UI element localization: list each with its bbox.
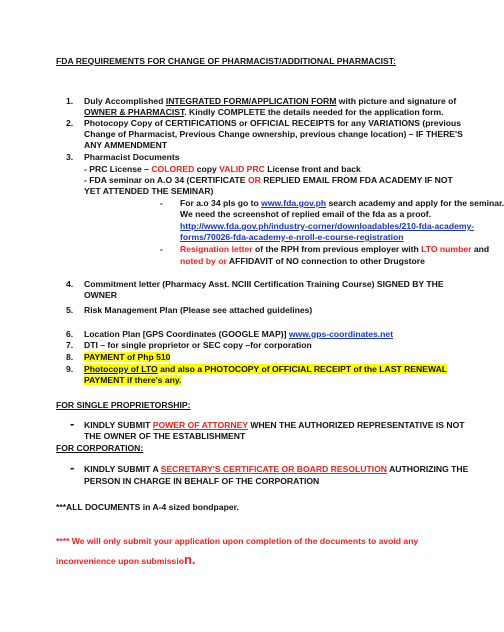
fda-academy-link-line-1[interactable]: http://www.fda.gov.ph/industry-corner/downloadables/210-fda-academy- <box>180 221 475 231</box>
item-5-number: 5. <box>66 305 74 315</box>
fda-academy-link-line-2[interactable]: forms/70026-fda-academy-e-nroll-e-course-registration <box>180 232 404 242</box>
corporation-line-2: PERSON IN CHARGE IN BEHALF OF THE CORPORATION <box>84 476 320 486</box>
item-2-line-1: Photocopy Copy of CERTIFICATIONS or OFFICIAL RECEIPTS for any VARIATIONS (previous <box>84 118 462 128</box>
item-9-line-1: Photocopy of LTO and also a PHOTOCOPY of OFFICIAL RECEIPT of the LAST RENEWAL <box>84 364 448 374</box>
gps-coordinates-link[interactable]: www.gps-coordinates.net <box>288 329 394 339</box>
single-proprietorship-heading: FOR SINGLE PROPRIETORSHIP: <box>56 400 191 410</box>
item-4-number: 4. <box>66 279 74 289</box>
notice-line-2: inconvenience upon submission. <box>56 552 196 567</box>
item-9-line-2: PAYMENT if there's any. <box>84 375 182 385</box>
seminar-instruction-line: For a.o 34 pls go to www.fda.gov.ph search academy and apply for the seminar. <box>180 198 504 208</box>
item-2-line-2: Change of Pharmacist, Previous Change ownership, previous change location) – IF THERE'S <box>84 129 463 139</box>
prc-license-line: - PRC License – COLORED copy VALID PRC License front and back <box>84 164 361 174</box>
sub-bullet-1: - <box>160 198 163 208</box>
fda-seminar-line-1: - FDA seminar on A.O 34 (CERTIFICATE OR REPLIED EMAIL FROM FDA ACADEMY IF NOT <box>84 175 453 185</box>
item-2-line-3: ANY AMMENDMENT <box>84 140 168 150</box>
fda-website-link[interactable]: www.fda.gov.ph <box>261 198 327 208</box>
item-6-line: Location Plan [GPS Coordinates (GOOGLE MAP)] www.gps-coordinates.net <box>84 329 394 339</box>
fda-seminar-line-2: YET ATTENDED THE SEMINAR) <box>84 186 214 196</box>
screenshot-instruction: We need the screenshot of replied email of the fda as a proof. <box>180 209 432 219</box>
resignation-line-2: noted by or AFFIDAVIT of NO connection to other Drugstore <box>180 256 425 266</box>
item-3-heading: Pharmacist Documents <box>84 152 180 162</box>
item-1-line-2: OWNER & PHARMACIST. Kindly COMPLETE the details needed for the application form. <box>84 107 444 117</box>
single-bullet: - <box>70 416 75 431</box>
corporation-bullet: - <box>70 460 75 475</box>
item-3-number: 3. <box>66 152 74 162</box>
item-1-number: 1. <box>66 96 74 106</box>
corporation-heading: FOR CORPORATION: <box>56 443 144 453</box>
item-8-number: 8. <box>66 352 74 362</box>
item-4-line-1: Commitment letter (Pharmacy Asst. NCIII Certification Training Course) SIGNED BY THE <box>84 279 444 289</box>
item-4-line-2: OWNER <box>84 290 117 300</box>
item-2-number: 2. <box>66 118 74 128</box>
item-7-line: DTI – for single proprietor or SEC copy –for corporation <box>84 340 312 350</box>
item-6-number: 6. <box>66 329 74 339</box>
all-documents-note: ***ALL DOCUMENTS in A-4 sized bondpaper. <box>56 502 239 512</box>
sub-bullet-2: - <box>160 244 163 254</box>
item-9-number: 9. <box>66 364 74 374</box>
corporation-line-1: KINDLY SUBMIT A SECRETARY'S CERTIFICATE OR BOARD RESOLUTION AUTHORIZING THE <box>84 464 469 474</box>
item-8-line: PAYMENT of Php 510 <box>84 352 171 362</box>
single-line-2: THE OWNER OF THE ESTABLISHMENT <box>84 431 246 441</box>
item-1-line-1: Duly Accomplished INTEGRATED FORM/APPLICATION FORM with picture and signature of <box>84 96 457 106</box>
page-title: FDA REQUIREMENTS FOR CHANGE OF PHARMACIST/ADDITIONAL PHARMACIST: <box>56 56 396 66</box>
single-line-1: KINDLY SUBMIT POWER OF ATTORNEY WHEN THE AUTHORIZED REPRESENTATIVE IS NOT <box>84 420 465 430</box>
resignation-line-1: Resignation letter of the RPH from previous employer with LTO number and <box>180 244 490 254</box>
item-5-line: Risk Management Plan (Please see attached guidelines) <box>84 305 313 315</box>
item-7-number: 7. <box>66 340 74 350</box>
notice-line-1: **** We will only submit your application upon completion of the documents to avoid any <box>56 536 419 546</box>
